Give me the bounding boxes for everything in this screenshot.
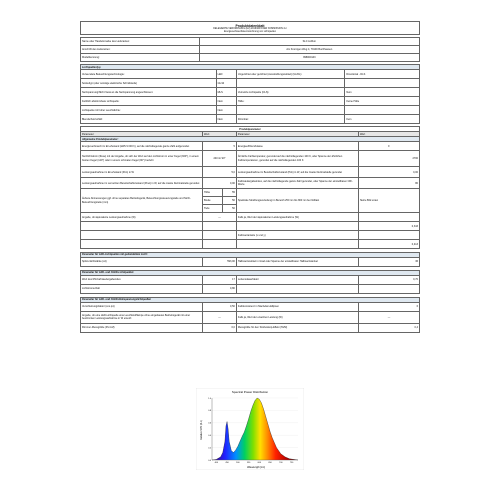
cell-label: Falls ja, Wert der ersetzten Leistung (W)	[236, 311, 358, 323]
cell-label: Wert des R9-Farbwiedergabeindex	[81, 275, 203, 284]
cell-value: 5,0	[203, 167, 237, 178]
x-tick-label: 600	[257, 462, 261, 464]
cell-value: 0,4	[358, 323, 419, 332]
cell-label: Blendschutzschild:	[81, 115, 217, 124]
chromaticity-y-value: 0,413	[358, 240, 419, 249]
x-tick-label: 750	[289, 462, 294, 464]
cell-label: Farbkonsistenz in MacAdam-Ellipsen	[236, 302, 358, 311]
cell-value: 17	[203, 275, 237, 284]
cell-value: 0,50	[203, 302, 237, 311]
cell-value: GU10	[216, 79, 236, 88]
table-row	[81, 302, 420, 311]
y-tick-label: 0.4	[208, 435, 211, 437]
table-row	[81, 178, 420, 189]
cell-value: 2700	[358, 151, 419, 167]
led-table	[80, 252, 420, 267]
table-row	[81, 311, 420, 323]
cell-label: Flimmer-Messgröße (Pst LM)	[81, 323, 203, 332]
cell-label: Lichtstromerhalt	[81, 284, 203, 293]
y-axis-label: Relative SPD (0-1)	[200, 420, 203, 440]
cell-label: Lichtquelle mit hoher Leuchtdichte:	[81, 106, 217, 115]
params-table	[80, 126, 420, 249]
cell-label: Leistungsaufnahme im Ein-Zustand (Pon) in W	[81, 167, 203, 178]
mains-table	[80, 297, 420, 333]
table-row	[81, 38, 420, 46]
table-row	[81, 151, 420, 167]
table-row	[81, 284, 420, 293]
cell-value: Nein	[216, 115, 236, 124]
cell-label: Energieeffizienzklasse	[236, 142, 358, 151]
cell-label: Messgröße für den Stroboskop-Effekt (SVM)	[236, 323, 358, 332]
y-tick-label: 0.8	[208, 410, 211, 413]
cell-value	[345, 79, 420, 88]
x-tick-label: 500	[236, 462, 240, 464]
cell-value: 80	[358, 178, 419, 189]
type-table	[80, 64, 420, 124]
x-tick-label: 550	[246, 462, 251, 464]
section-title-mains: Parameter für LED- und OLED-Netzspannungslichtquellen	[81, 297, 420, 302]
cell-value: 0,00	[358, 167, 419, 178]
y-tick-label: 0.6	[208, 422, 211, 425]
col-header-value: Wert	[203, 132, 237, 137]
dim-label-depth: Tiefe	[203, 205, 223, 213]
model-id-value: 998000143	[199, 54, 419, 62]
supplier-name-value: SLC LicRon	[199, 38, 419, 46]
table-row	[81, 142, 420, 151]
table-row	[81, 88, 420, 97]
cell-value	[203, 231, 237, 240]
cell-value	[345, 106, 420, 115]
section-title-general: Allgemeine Produktparameter:	[81, 137, 420, 142]
cell-value: Nein	[216, 106, 236, 115]
model-id-label: Modellkennung:	[81, 54, 200, 62]
section-title-params: Produktparameter	[81, 127, 420, 132]
x-tick-label: 450	[225, 462, 229, 464]
cell-value: —	[358, 311, 419, 323]
chart-title: Spectral Power Distribution	[231, 390, 269, 394]
cell-label: Leistungsaufnahme im Bereitschaftszustand (Psb) in W, auf die zweite Dezimalstelle gerundet	[236, 167, 358, 178]
cell-label: Farblich abstimmbare Lichtquelle:	[81, 97, 217, 106]
cell-value	[203, 240, 237, 249]
x-tick-label: 650	[268, 462, 272, 464]
y-tick-label: 0.2	[208, 447, 211, 450]
cell-label	[81, 240, 203, 249]
table-row	[81, 79, 420, 88]
col-header-param-2: Parameter	[236, 132, 358, 137]
cell-value: —	[203, 213, 237, 222]
y-tick-label: 0.0	[208, 459, 211, 462]
dim-label-width: Breite	[203, 197, 223, 205]
dim-label-height: Höhe	[203, 189, 223, 197]
cell-value: 0,80	[203, 284, 237, 293]
cell-value: 0,70	[358, 275, 419, 284]
cell-value: 593,00	[203, 258, 237, 267]
cell-label	[81, 231, 203, 240]
dim-value-width: 50	[223, 197, 237, 205]
table-row	[81, 97, 420, 106]
supplier-address-value: Am Krumigen Weg 4, 79100 Buchhausen	[199, 46, 419, 54]
cell-label: Sockeltyp (oder sonstige elektrische Schnittstelle)	[81, 79, 217, 88]
table-row	[81, 106, 420, 115]
cell-value: 240 im 90°	[203, 151, 237, 167]
cell-label	[236, 106, 344, 115]
cell-label: Leistungsaufnahme im vernetzten Bereitschaftszustand (Pnet) in W, auf die zweite Dezimalstelle gerundet	[81, 178, 203, 189]
cell-value	[358, 284, 419, 293]
cell-label: Falls ja, Wert der äquivalenten Leistungsaufnahme (W)	[236, 213, 358, 222]
table-row	[81, 275, 420, 284]
table-row	[81, 240, 420, 249]
x-tick-label: 400	[214, 462, 218, 464]
cell-label: Hülle:	[236, 97, 344, 106]
cell-value: Siehe Bild unten	[358, 189, 419, 213]
cell-label: Vernetzte Lichtquelle (CLS):	[236, 88, 344, 97]
sheet-header	[80, 21, 420, 35]
supplier-address-label: Anschrift des Lieferanten:	[81, 46, 200, 54]
cell-label: Nutzlichtstrom (Φuse) mit der Angabe, ob sich der Wert auf den Lichtstrom in einer Kugel (360°), in einem breiten Kegel (120°) oder in einem schmalen Kegel (90°) bezieht	[81, 151, 203, 167]
cell-value: 36	[358, 258, 419, 267]
chromaticity-label: Farbwertanteile (x und y)	[236, 231, 358, 240]
cell-value: Kein	[345, 115, 420, 124]
table-row	[81, 258, 420, 267]
col-header-value-2: Wert	[358, 132, 419, 137]
cell-label	[81, 222, 203, 231]
supplier-name-label: Name oder Handelsmarke des Lieferanten:	[81, 38, 200, 46]
cell-label: Ungerichtet oder gerichtet (Ausstrahlungswinkel) (UL/DL):	[236, 70, 344, 79]
table-row	[81, 46, 420, 54]
cell-value	[358, 231, 419, 240]
table-row	[81, 213, 420, 222]
cell-value	[358, 213, 419, 222]
supplier-table	[80, 37, 420, 62]
cell-label: Spitzenlichtstärke (cd)	[81, 258, 203, 267]
dim-value-depth: 50	[223, 205, 237, 213]
chromaticity-x-value: 0,343	[358, 222, 419, 231]
cell-label: Dimmbar:	[236, 115, 344, 124]
cell-label	[236, 79, 344, 88]
sheet-title: Produktdatenblatt	[235, 23, 265, 28]
cell-label: Netzspannung/Nicht Vesä an die Netzspannung angeschlossen:	[81, 88, 217, 97]
cell-value: —	[203, 311, 237, 323]
table-row	[81, 167, 420, 178]
table-row	[81, 231, 420, 240]
cell-label: Äußere Abmessungen ggf. ohne separates Betriebsgerät, Beleuchtungssteuerungsteile und Nicht-Beleuchtungsteile (mm)	[81, 189, 203, 213]
cell-value: 0,00	[203, 178, 237, 189]
table-row	[81, 54, 420, 62]
x-tick-label: 700	[279, 462, 283, 464]
cell-label	[236, 240, 358, 249]
cell-value: Keine Hülle	[345, 97, 420, 106]
cell-value: Nein	[216, 97, 236, 106]
table-row	[81, 115, 420, 124]
cell-value: 5	[203, 142, 237, 151]
section-title-oled: Parameter für LED- und OLED-Lichtquellen:	[81, 271, 420, 276]
cell-label: Energieverbrauch im Ein-Zustand (kWh/1 000 h), auf die nächstliegende ganze Zahl aufgerundet	[81, 142, 203, 151]
dim-value-height: 55	[223, 189, 237, 197]
sheet-subtitle: DELEGIERTE VERORDNUNG (EU) 2019/2015 DER KOMMISSION zur	[213, 27, 287, 30]
cell-value	[203, 222, 237, 231]
cell-value: 0,0	[203, 323, 237, 332]
spd-chart-svg	[196, 388, 304, 470]
table-row	[81, 323, 420, 332]
cell-label: Lebensdauerfaktor	[236, 275, 358, 284]
cell-value: 6	[358, 302, 419, 311]
cell-label: Verwendete Beleuchtungstechnologie:	[81, 70, 217, 79]
cell-value: Nein	[345, 88, 420, 97]
col-header-param: Parameter	[81, 132, 203, 137]
y-tick-label: 1.0	[208, 397, 211, 400]
cell-label	[236, 222, 358, 231]
sheet-subtitle-2: Energieverbrauchskennzeichnung von Lichtquellen	[224, 30, 276, 33]
cell-label: Verschiebungsfaktor (cos φ1)	[81, 302, 203, 311]
cell-label	[236, 284, 358, 293]
section-title-led: Parameter für LED-Lichtquellen mit gebündeltem Licht:	[81, 253, 420, 258]
cell-label: Angabe, ob eine LED-Lichtquelle eine Leuchtstofflampe ohne eingebautes Betriebsgerät mit einer bestimmten Leistungsaufnahme in W ersetzt	[81, 311, 203, 323]
x-axis-label: Wavelength [nm]	[247, 466, 265, 469]
table-row	[81, 189, 420, 197]
cell-label: Farbwiedergabeindex, auf die nächstliegende ganze Zahl gerundet, oder Spanne der einstellbaren CRI-Werte	[236, 178, 358, 189]
cell-label: Ähnliche Farbtemperatur, gerundet auf die nächstliegenden 100 K, oder Spanne der ähnlichen Farbtemperaturen, gerundet auf die nächstliegenden 100 K	[236, 151, 358, 167]
cell-value: F	[358, 142, 419, 151]
spd-chart	[196, 388, 304, 470]
cell-label: Angabe, ob äquivalente Leistungsaufnahme (W)	[81, 213, 203, 222]
product-data-sheet	[80, 21, 420, 333]
cell-value: LED	[216, 70, 236, 79]
cell-value: Directional - DLS	[345, 70, 420, 79]
table-row	[81, 70, 420, 79]
cell-value: MLS	[216, 88, 236, 97]
oled-table	[80, 270, 420, 294]
table-row	[81, 222, 420, 231]
cell-label: Spektrale Strahlungsverteilung im Bereich 250 nm bis 800 nm bei Volllast	[236, 189, 358, 213]
section-title-type: Lichtquellentyp	[81, 65, 420, 70]
cell-label: Halbwertswinkel in Grad oder Spanne der einstellbaren Halbwertswinkel	[236, 258, 358, 267]
